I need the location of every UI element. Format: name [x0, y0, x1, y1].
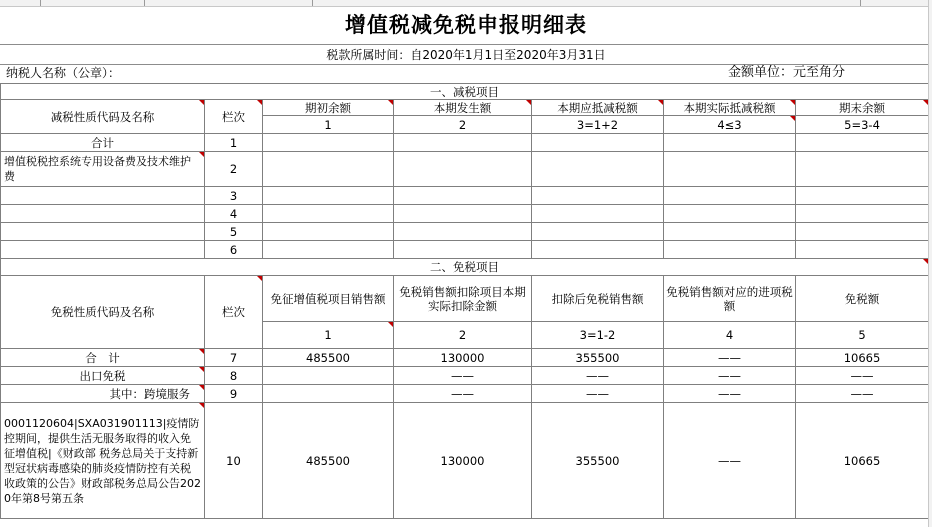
- cell[interactable]: 355500: [532, 349, 664, 367]
- row-name: [1, 223, 205, 241]
- cell[interactable]: 485500: [263, 349, 394, 367]
- row-number: 1: [205, 134, 263, 152]
- reduction-col-2-header: 本期发生额: [394, 100, 532, 116]
- exemption-col-2-header: 免税销售额扣除项目本期实际扣除金额: [394, 276, 532, 322]
- exemption-section-title: 二、免税项目: [1, 259, 929, 276]
- table-row: [1, 403, 929, 519]
- row-number: 8: [205, 367, 263, 385]
- reduction-col-1-header: 期初余额: [263, 100, 394, 116]
- cell[interactable]: [263, 241, 394, 259]
- cell[interactable]: [664, 152, 796, 187]
- reduction-section-title: 一、减税项目: [1, 84, 929, 100]
- cell[interactable]: [263, 385, 394, 403]
- exemption-name-header: 免税性质代码及名称: [1, 276, 205, 349]
- exemption-col-1-header: 免征增值税项目销售额: [263, 276, 394, 322]
- reduction-col-header: 栏次: [205, 100, 263, 134]
- reduction-col-3-header: 本期应抵减税额: [532, 100, 664, 116]
- reduction-col-2-number: 2: [394, 116, 532, 134]
- cell[interactable]: 10665: [796, 403, 929, 519]
- table-row: [1, 134, 929, 152]
- exemption-col-3-header: 扣除后免税销售额: [532, 276, 664, 322]
- row-number: 6: [205, 241, 263, 259]
- row-number: 3: [205, 187, 263, 205]
- reduction-col-4-header: 本期实际抵减税额: [664, 100, 796, 116]
- cell[interactable]: [664, 205, 796, 223]
- cell[interactable]: [532, 241, 664, 259]
- exemption-col-4-header: 免税销售额对应的进项税额: [664, 276, 796, 322]
- cell[interactable]: [532, 134, 664, 152]
- cell[interactable]: ——: [532, 385, 664, 403]
- cell[interactable]: [664, 241, 796, 259]
- cell[interactable]: [263, 367, 394, 385]
- exemption-col-4-number: 4: [664, 322, 796, 349]
- cell[interactable]: [796, 205, 929, 223]
- table-row: [1, 367, 929, 385]
- exemption-col-header: 栏次: [205, 276, 263, 349]
- column-header-strip: [0, 0, 932, 7]
- cell[interactable]: [263, 223, 394, 241]
- reduction-col-4-number: 4≤3: [664, 116, 796, 134]
- taxpayer-name-label: 纳税人名称（公章）：: [6, 66, 121, 80]
- cell[interactable]: 485500: [263, 403, 394, 519]
- row-number: 7: [205, 349, 263, 367]
- row-name: 其中：跨境服务: [1, 385, 205, 403]
- cell[interactable]: [796, 223, 929, 241]
- cell[interactable]: 355500: [532, 403, 664, 519]
- reduction-col-5-header: 期末余额: [796, 100, 929, 116]
- cell[interactable]: ——: [796, 385, 929, 403]
- row-name: 0001120604|SXA031901113|疫情防控期间，提供生活无服务取得的收入免征增值税|《财政部 税务总局关于支持新型冠状病毒感染的肺炎疫情防控有关税收政策的公告》财政部税务总局公告2020年第8号第五条: [1, 403, 205, 519]
- cell[interactable]: [796, 187, 929, 205]
- row-number: 4: [205, 205, 263, 223]
- cell[interactable]: [664, 134, 796, 152]
- cell[interactable]: ——: [664, 367, 796, 385]
- cell[interactable]: [532, 205, 664, 223]
- cell[interactable]: [394, 134, 532, 152]
- cell[interactable]: [394, 241, 532, 259]
- row-name: 合计: [1, 134, 205, 152]
- tax-period: 税款所属时间：自2020年1月1日至2020年3月31日: [326, 48, 606, 62]
- amount-unit: 金额单位：元至角分: [728, 65, 846, 80]
- exemption-col-3-number: 3=1-2: [532, 322, 664, 349]
- cell[interactable]: ——: [394, 367, 532, 385]
- cell[interactable]: ——: [532, 367, 664, 385]
- cell[interactable]: [263, 152, 394, 187]
- row-name: 出口免税: [1, 367, 205, 385]
- cell[interactable]: ——: [664, 385, 796, 403]
- cell[interactable]: 130000: [394, 349, 532, 367]
- exemption-col-2-number: 2: [394, 322, 532, 349]
- cell[interactable]: [263, 187, 394, 205]
- exemption-col-5-number: 5: [796, 322, 929, 349]
- cell[interactable]: [664, 187, 796, 205]
- exemption-col-1-number: 1: [263, 322, 394, 349]
- table-row: [1, 385, 929, 403]
- row-name: [1, 205, 205, 223]
- cell[interactable]: [263, 205, 394, 223]
- cell[interactable]: ——: [664, 403, 796, 519]
- row-name: [1, 241, 205, 259]
- cell[interactable]: [394, 152, 532, 187]
- table-row: [1, 187, 929, 205]
- table-row: [1, 349, 929, 367]
- reduction-name-header: 减税性质代码及名称: [1, 100, 205, 134]
- cell[interactable]: [532, 223, 664, 241]
- cell[interactable]: 10665: [796, 349, 929, 367]
- exemption-col-5-header: 免税额: [796, 276, 929, 322]
- table-row: [1, 223, 929, 241]
- cell[interactable]: [796, 241, 929, 259]
- row-name: 合 计: [1, 349, 205, 367]
- cell[interactable]: [532, 152, 664, 187]
- cell[interactable]: [796, 152, 929, 187]
- reduction-col-3-number: 3=1+2: [532, 116, 664, 134]
- row-number: 9: [205, 385, 263, 403]
- row-number: 10: [205, 403, 263, 519]
- cell[interactable]: [394, 205, 532, 223]
- cell[interactable]: ——: [394, 385, 532, 403]
- cell[interactable]: [394, 187, 532, 205]
- reduction-col-1-number: 1: [263, 116, 394, 134]
- sheet-right-edge: [928, 0, 932, 527]
- row-number: 5: [205, 223, 263, 241]
- table-row: [1, 205, 929, 223]
- row-number: 2: [205, 152, 263, 187]
- cell[interactable]: [664, 223, 796, 241]
- cell[interactable]: ——: [664, 349, 796, 367]
- cell[interactable]: [532, 187, 664, 205]
- row-name: [1, 187, 205, 205]
- row-name: 增值税税控系统专用设备费及技术维护费: [1, 152, 205, 187]
- cell[interactable]: 130000: [394, 403, 532, 519]
- cell[interactable]: ——: [796, 367, 929, 385]
- cell[interactable]: [263, 134, 394, 152]
- table-row: [1, 241, 929, 259]
- cell[interactable]: [394, 223, 532, 241]
- form-title: 增值税减免税申报明细表: [345, 13, 587, 37]
- table-row: [1, 152, 929, 187]
- cell[interactable]: [796, 134, 929, 152]
- reduction-col-5-number: 5=3-4: [796, 116, 929, 134]
- declaration-table: [0, 83, 929, 519]
